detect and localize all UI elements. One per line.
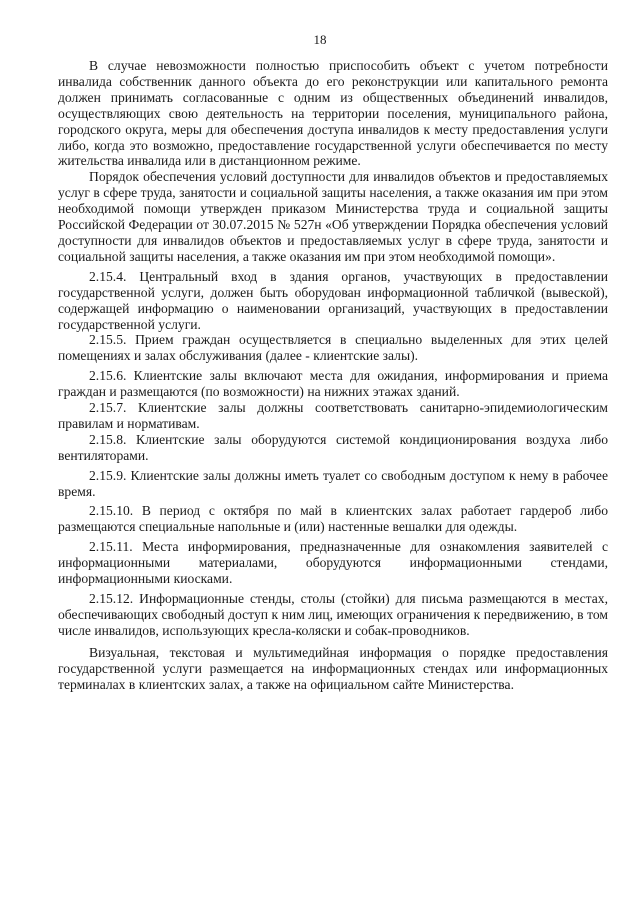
paragraph-2-15-8: 2.15.8. Клиентские залы оборудуются системой кондиционирования воздуха либо вентиляторами.	[58, 431, 608, 463]
paragraph-2-15-7: 2.15.7. Клиентские залы должны соответствовать санитарно-эпидемиологическим правилам и нормативам.	[58, 400, 608, 431]
document-body	[58, 58, 608, 696]
paragraph-accessibility-order: Порядок обеспечения условий доступности для инвалидов объектов и предоставляемых услуг в сфере труда, занятости и социальной защиты населения, а также оказания им при этом необходимой помощи утвержден приказом Министерства труда и социальной защиты Российской Федерации от 30.07.2015 № 527н «Об утверждении Порядка обеспечения условий доступности для инвалидов объектов и предоставляемых услуг в сфере труда, занятости и социальной защиты населения, а также оказания им при этом необходимой помощи».	[58, 169, 608, 264]
paragraph-2-15-11: 2.15.11. Места информирования, предназначенные для ознакомления заявителей с информационными материалами, оборудуются информационными стендами, информационными киосками.	[58, 539, 608, 587]
paragraph-2-15-4: 2.15.4. Центральный вход в здания органов, участвующих в предоставлении государственной услуги, должен быть оборудован информационной табличкой (вывеской), содержащей информацию о наименовании организаций, участвующих в предоставлении государственной услуги.	[58, 268, 608, 332]
paragraph-2-15-10: 2.15.10. В период с октября по май в клиентских залах работает гардероб либо размещаются специальные напольные и (или) настенные вешалки для одежды.	[58, 503, 608, 535]
paragraph-2-15-9: 2.15.9. Клиентские залы должны иметь туалет со свободным доступом к нему в рабочее время.	[58, 467, 608, 499]
paragraph-2-15-12: 2.15.12. Информационные стенды, столы (стойки) для письма размещаются в местах, обеспечивающих свободный доступ к ним лиц, имеющих ограничения к передвижению, в том числе инвалидов, использующих кресла-коляски и собак-проводников.	[58, 591, 608, 638]
paragraph-2-15-5: 2.15.5. Прием граждан осуществляется в специально выделенных для этих целей помещениях и залах обслуживания (далее - клиентские залы).	[58, 332, 608, 364]
paragraph-accessibility-adaptation: В случае невозможности полностью приспособить объект с учетом потребности инвалида собственник данного объекта до его реконструкции или капитального ремонта должен принимать согласованные с одним из общественных объединений инвалидов, осуществляющих свою деятельность на территории поселения, муниципального района, городского округа, меры для обеспечения доступа инвалидов к месту предоставления услуги либо, когда это возможно, предоставление государственной услуги обеспечивается по месту жительства инвалида или в дистанционном режиме.	[58, 58, 608, 169]
page-number: 18	[313, 32, 327, 47]
paragraph-2-15-6: 2.15.6. Клиентские залы включают места для ожидания, информирования и приема граждан и размещаются (по возможности) на нижних этажах зданий.	[58, 368, 608, 400]
paragraph-visual-information: Визуальная, текстовая и мультимедийная информация о порядке предоставления государственной услуги размещается на информационных стендах или информационных терминалах в клиентских залах, а также на официальном сайте Министерства.	[58, 644, 608, 692]
